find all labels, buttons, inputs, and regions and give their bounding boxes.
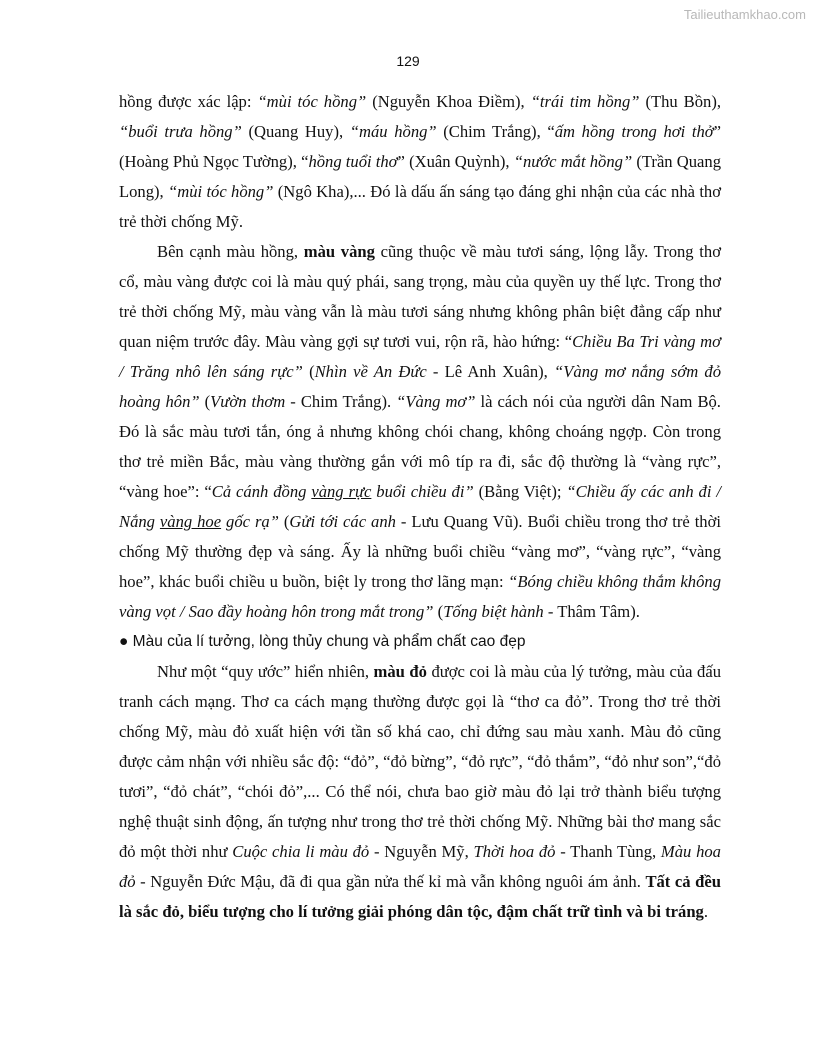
quote: “nước mắt hồng” <box>513 152 633 171</box>
quote: Chiều Ba Tri vàng mơ / Trăng nhô lên sáng rực” <box>119 332 722 381</box>
text-run: ( <box>278 512 290 531</box>
text-run: (Chim Trắng), “ <box>436 122 555 141</box>
quote: “mùi tóc hồng” <box>168 182 274 201</box>
work-title: Vườn thơm <box>210 392 286 411</box>
work-title: Thời hoa đỏ <box>473 842 556 861</box>
text-run: - Nguyễn Mỹ, <box>369 842 474 861</box>
quote-underlined <box>160 512 221 531</box>
work-title: Nhìn về An Đức <box>314 362 427 381</box>
quote: “Vàng mơ nắng sớm đỏ hoàng hôn” <box>119 362 721 411</box>
quote: “trái tim hồng” <box>530 92 640 111</box>
text-run: (Quang Huy), <box>241 122 350 141</box>
watermark: Tailieuthamkhao.com <box>683 7 806 22</box>
text-run: (Nguyễn Khoa Điềm), <box>366 92 531 111</box>
text-run: - Thâm Tâm). <box>543 602 640 621</box>
quote-underlined <box>311 482 371 501</box>
text-run: ( <box>433 602 444 621</box>
document-body <box>119 87 721 927</box>
text-run: (Bằng Việt); <box>473 482 567 501</box>
quote: “Vàng mơ” <box>396 392 476 411</box>
quote: “Bóng chiều không thắm không vàng vọt / Sao đầy hoàng hôn trong mắt trong” <box>119 572 721 621</box>
work-title: Cuộc chia li màu đỏ <box>232 842 370 861</box>
text-run: - Lê Anh Xuân), <box>426 362 555 381</box>
underlined-text: vàng hoe <box>159 512 222 531</box>
text-run: ” (Xuân Quỳnh), <box>397 152 514 171</box>
quote: “máu hồng” <box>349 122 437 141</box>
text-run: ( <box>199 392 211 411</box>
paragraph-3 <box>119 657 721 927</box>
text-run: hồng được xác lập: <box>119 92 258 111</box>
quote: “mùi tóc hồng” <box>257 92 367 111</box>
emphasis: màu đỏ <box>373 662 427 681</box>
text-run: Như một “quy ước” hiển nhiên, <box>157 662 374 681</box>
work-title: Gửi tới các anh <box>289 512 396 531</box>
paragraph-2 <box>119 237 721 627</box>
text-run: Bên cạnh màu hồng, <box>157 242 304 261</box>
text-run: - Thanh Tùng, <box>555 842 661 861</box>
underlined-text: vàng rực <box>311 482 372 501</box>
text-run: ( <box>302 362 315 381</box>
text-run: (Trần Quang Long), <box>119 152 722 201</box>
quote: gốc rạ” <box>221 512 279 531</box>
text-run: (Ngô Kha),... Đó là dấu ấn sáng tạo đáng ghi nhận của các nhà thơ trẻ thời chống Mỹ. <box>119 182 722 231</box>
page-number: 129 <box>396 53 420 69</box>
text-run: - Nguyễn Đức Mậu, đã đi qua gần nửa thế kỉ mà vẫn không nguôi ám ảnh. <box>135 872 646 891</box>
quote: ấm hồng trong hơi thở <box>554 122 714 141</box>
text-run: - Lưu Quang Vũ). Buổi chiều trong thơ trẻ thời chống Mỹ thường đẹp và sáng. Ấy là những buổi chiều “vàng mơ”, “vàng rực”, “vàng hoe”, khác buổi chiều u buồn, biệt ly trong thơ lãng mạn: <box>119 512 721 591</box>
text-run: được coi là màu của lý tưởng, màu của đấu tranh cách mạng. Thơ ca cách mạng thường được gọi là “thơ ca đỏ”. Trong thơ trẻ thời chống Mỹ, màu đỏ xuất hiện với tần số khá cao, chỉ đứng sau màu xanh. Màu đỏ cũng được cảm nhận với nhiều sắc độ: “đỏ”, “đỏ bừng”, “đỏ rực”, “đỏ thắm”, “đỏ như son”,“đỏ tươi”, “đỏ chát”, “chói đỏ”,... Có thể nói, chưa bao giờ màu đỏ lại trở thành biểu tượng nghệ thuật sinh động, ấn tượng như trong thơ trẻ thời chống Mỹ. Những bài thơ mang sắc đỏ một thời như <box>119 662 721 861</box>
section-heading: ● Màu của lí tưởng, lòng thủy chung và phẩm chất cao đẹp <box>119 633 526 650</box>
work-title: Màu hoa đỏ <box>119 842 721 891</box>
quote: buổi chiều đi” <box>371 482 474 501</box>
quote: “buổi trưa hồng” <box>119 122 242 141</box>
emphasis: Tất cả đều là sắc đỏ, biểu tượng cho lí tưởng giải phóng dân tộc, đậm chất trữ tình và bi tráng <box>119 872 721 921</box>
text-run: ” (Hoàng Phủ Ngọc Tường), “ <box>119 122 722 171</box>
text-run: là cách nói của người dân Nam Bộ. Đó là sắc màu tươi tắn, óng ả nhưng không chói chang, không choáng ngợp. Còn trong thơ trẻ miền Bắc, màu vàng thường gắn với mô típ ra đi, sắc độ thường là “vàng rực”, “vàng hoe”: “ <box>119 392 721 501</box>
quote: hồng tuổi thơ <box>308 152 398 171</box>
text-run: - Chim Trắng). <box>285 392 397 411</box>
quote: Cả cánh đồng <box>211 482 312 501</box>
emphasis: màu vàng <box>303 242 375 261</box>
work-title: Tống biệt hành <box>443 602 544 621</box>
text-run: cũng thuộc về màu tươi sáng, lộng lẫy. Trong thơ cổ, màu vàng được coi là màu quý phái, sang trọng, màu của quyền uy thế lực. Trong thơ trẻ thời chống Mỹ, màu vàng vẫn là màu tươi sáng nhưng không phân biệt đẳng cấp như quan niệm trước đây. Màu vàng gợi sự tươi vui, rộn rã, hào hứng: “ <box>119 242 721 351</box>
text-run: (Thu Bồn), <box>639 92 722 111</box>
quote: “Chiều ấy các anh đi / Nắng <box>119 482 721 531</box>
text-run: . <box>703 902 709 921</box>
paragraph-1 <box>119 87 721 237</box>
